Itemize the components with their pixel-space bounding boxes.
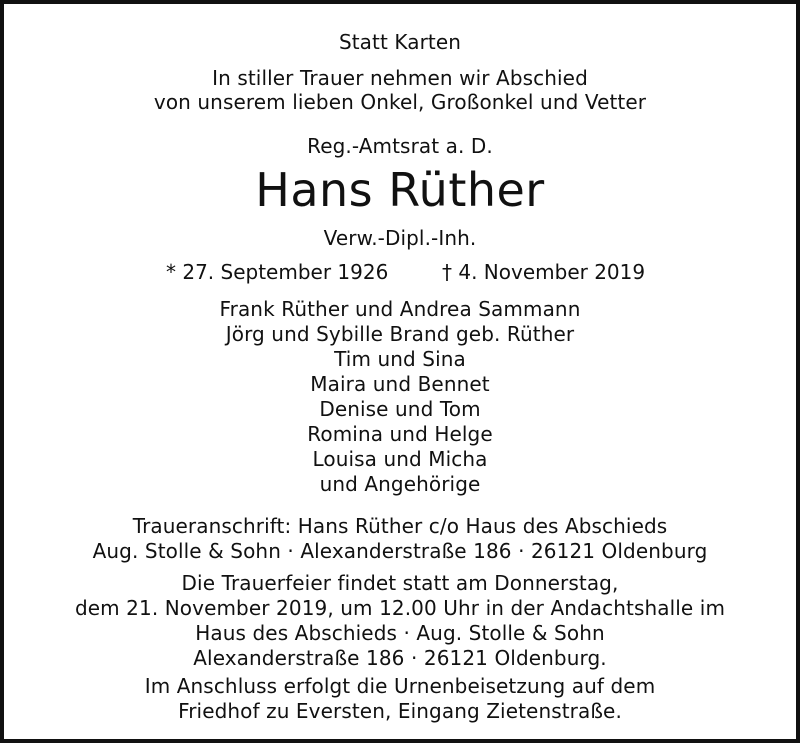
mourner-line: Louisa und Micha xyxy=(312,447,488,471)
ceremony-line-4: Alexanderstraße 186 · 26121 Oldenburg. xyxy=(193,646,607,670)
ceremony-line-2: dem 21. November 2019, um 12.00 Uhr in der Andachtshalle im xyxy=(74,596,726,620)
mourner-line: Denise und Tom xyxy=(319,397,481,421)
mourner-line: Maira und Bennet xyxy=(310,372,490,396)
address-line-1: Traueranschrift: Hans Rüther c/o Haus des Abschieds xyxy=(132,514,668,538)
mourner-line: und Angehörige xyxy=(319,472,481,496)
deceased-degree: Verw.-Dipl.-Inh. xyxy=(323,226,477,250)
ceremony-line-3: Haus des Abschieds · Aug. Stolle & Sohn xyxy=(195,621,605,645)
mourner-line: Jörg und Sybille Brand geb. Rüther xyxy=(225,322,575,346)
birth-date: * 27. September 1926 xyxy=(166,260,389,284)
mourner-line: Romina und Helge xyxy=(307,422,493,446)
address-line-2: Aug. Stolle & Sohn · Alexanderstraße 186 · 26121 Oldenburg xyxy=(92,539,708,563)
burial-line-2: Friedhof zu Eversten, Eingang Zietenstraße. xyxy=(178,699,622,723)
deceased-title: Reg.-Amtsrat a. D. xyxy=(307,134,493,158)
life-dates xyxy=(4,260,796,284)
deceased-name: Hans Rüther xyxy=(255,163,545,217)
mourner-line: Frank Rüther und Andrea Sammann xyxy=(219,297,581,321)
intro-line-2: von unserem lieben Onkel, Großonkel und Vetter xyxy=(153,90,647,114)
ceremony-line-1: Die Trauerfeier findet statt am Donnerstag, xyxy=(181,571,619,595)
death-date: † 4. November 2019 xyxy=(442,260,646,284)
mourner-line: Tim und Sina xyxy=(334,347,466,371)
burial-line-1: Im Anschluss erfolgt die Urnenbeisetzung auf dem xyxy=(144,674,656,698)
statt-karten: Statt Karten xyxy=(338,30,462,54)
intro-line-1: In stiller Trauer nehmen wir Abschied xyxy=(212,66,588,90)
